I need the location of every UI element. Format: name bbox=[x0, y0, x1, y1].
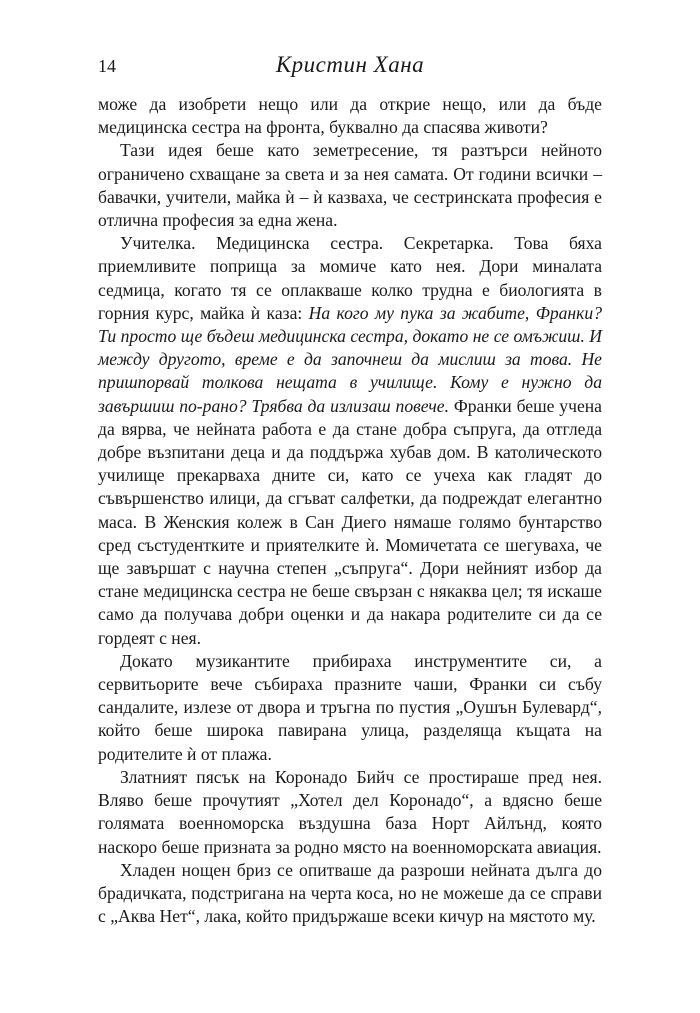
paragraph bbox=[98, 93, 602, 139]
text-segment: Хладен нощен бриз се опитваше да разроши нейната дълга до брадичката, подстригана на черта коса, но не можеше да се справи с „Аква Нет“, лака, който придържаше всеки кичур на мястото му. bbox=[98, 859, 602, 927]
text-segment: Учителка. Медицинска сестра. Секретарка. Това бяха приемливите поприща за момиче като нея. Дори миналата седмица, когато тя се оплакваше колко трудна е биологията в горния курс, майка ѝ каза: bbox=[98, 233, 602, 323]
running-head: Кристин Хана bbox=[275, 52, 425, 77]
paragraph bbox=[98, 650, 602, 766]
paragraph bbox=[98, 232, 602, 650]
page-header bbox=[98, 52, 602, 82]
paragraph bbox=[98, 859, 602, 929]
paragraph bbox=[98, 139, 602, 232]
paragraph bbox=[98, 766, 602, 859]
text-segment: Тази идея беше като земетресение, тя разтърси нейното ограничено схващане за света и за нея самата. От години всички – бавачки, учители, майка ѝ – ѝ казваха, че сестринската професия е отлична професия за една жена. bbox=[98, 140, 602, 231]
text-segment: може да изобрети нещо или да открие нещо, или да бъде медицинска сестра на фронта, буквално да спасява животи? bbox=[98, 94, 602, 138]
body-text bbox=[98, 93, 602, 928]
italic-text-segment: На кого му пука за жабите, Франки? Ти просто ще бъдеш медицинска сестра, докато не се омъжиш. И между другото, време е да започнеш да мислиш за това. Не пришпорвай толкова нещата в училище. Кому е нужно да завършиш по-рано? Трябва да излизаш повече. bbox=[98, 302, 602, 416]
text-segment: Франки беше учена да вярва, че нейната работа е да стане добра съпруга, да отгледа добре възпитани деца и да поддържа хубав дом. В католическото училище прекарваха дните си, като се учеха как гладят до съвършенство илици, да сгъват салфетки, да подреждат елегантно маса. В Женския колеж в Сан Диего нямаше голямо бунтарство сред състудентките и приятелките ѝ. Момичетата се шегуваха, че ще завършат с научна степен „съпруга“. Дори нейният избор да стане медицинска сестра не беше свързан с някаква цел; тя искаше само да получава добри оценки и да накара родителите си да се гордеят с нея. bbox=[98, 395, 602, 648]
page-number: 14 bbox=[98, 56, 116, 76]
text-segment: Докато музикантите прибираха инструментите си, а сервитьорите вече събираха празните чаши, Франки си събу сандалите, излезе от двора и тръгна по пустия „Оушън Булевард“, който беше широка павирана улица, разделяща къщата на родителите ѝ от плажа. bbox=[98, 650, 602, 764]
text-segment: Златният пясък на Коронадо Бийч се простираше пред нея. Вляво беше прочутият „Хотел дел Коронадо“, а вдясно беше голямата военноморска въздушна база Норт Айлънд, която наскоро беше призната за родно място на военноморската авиация. bbox=[98, 766, 602, 857]
